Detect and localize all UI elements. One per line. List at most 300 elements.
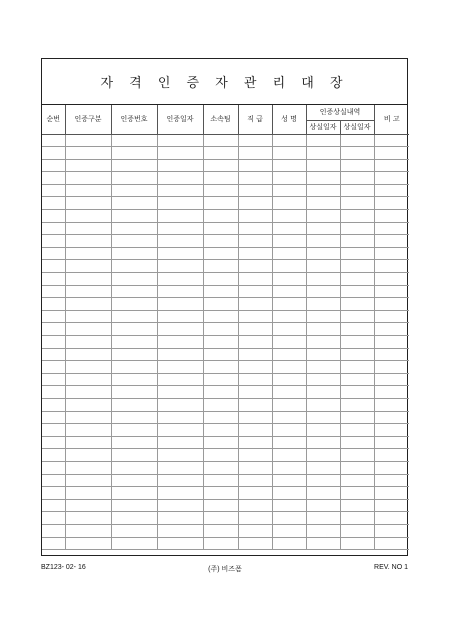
table-cell[interactable]	[272, 310, 306, 323]
table-cell[interactable]	[272, 134, 306, 147]
table-cell[interactable]	[157, 197, 203, 210]
table-cell[interactable]	[203, 537, 238, 550]
table-cell[interactable]	[111, 449, 157, 462]
table-cell[interactable]	[111, 298, 157, 311]
table-cell[interactable]	[374, 411, 409, 424]
table-cell[interactable]	[203, 487, 238, 500]
table-cell[interactable]	[306, 537, 340, 550]
table-cell[interactable]	[157, 147, 203, 160]
table-cell[interactable]	[42, 524, 65, 537]
table-cell[interactable]	[42, 512, 65, 525]
table-cell[interactable]	[306, 424, 340, 437]
table-cell[interactable]	[238, 235, 272, 248]
table-cell[interactable]	[203, 386, 238, 399]
table-cell[interactable]	[374, 361, 409, 374]
table-cell[interactable]	[306, 474, 340, 487]
table-cell[interactable]	[238, 222, 272, 235]
table-cell[interactable]	[306, 210, 340, 223]
table-cell[interactable]	[65, 260, 111, 273]
table-cell[interactable]	[306, 184, 340, 197]
table-cell[interactable]	[157, 461, 203, 474]
table-cell[interactable]	[157, 424, 203, 437]
table-cell[interactable]	[272, 487, 306, 500]
table-cell[interactable]	[238, 461, 272, 474]
table-cell[interactable]	[340, 210, 374, 223]
table-cell[interactable]	[340, 323, 374, 336]
table-cell[interactable]	[42, 210, 65, 223]
table-cell[interactable]	[203, 247, 238, 260]
table-cell[interactable]	[272, 235, 306, 248]
table-cell[interactable]	[203, 159, 238, 172]
table-cell[interactable]	[340, 310, 374, 323]
table-cell[interactable]	[65, 197, 111, 210]
table-cell[interactable]	[340, 147, 374, 160]
table-cell[interactable]	[374, 184, 409, 197]
table-cell[interactable]	[272, 222, 306, 235]
table-cell[interactable]	[340, 247, 374, 260]
table-cell[interactable]	[340, 361, 374, 374]
table-cell[interactable]	[272, 499, 306, 512]
table-cell[interactable]	[272, 411, 306, 424]
table-cell[interactable]	[42, 487, 65, 500]
table-cell[interactable]	[340, 348, 374, 361]
table-cell[interactable]	[203, 273, 238, 286]
table-cell[interactable]	[111, 247, 157, 260]
table-cell[interactable]	[42, 336, 65, 349]
table-cell[interactable]	[272, 436, 306, 449]
table-cell[interactable]	[42, 222, 65, 235]
table-cell[interactable]	[65, 285, 111, 298]
table-cell[interactable]	[203, 361, 238, 374]
table-cell[interactable]	[157, 273, 203, 286]
table-cell[interactable]	[306, 411, 340, 424]
table-cell[interactable]	[157, 537, 203, 550]
table-cell[interactable]	[157, 222, 203, 235]
table-cell[interactable]	[306, 336, 340, 349]
table-cell[interactable]	[238, 424, 272, 437]
table-cell[interactable]	[306, 172, 340, 185]
table-cell[interactable]	[238, 449, 272, 462]
table-cell[interactable]	[65, 298, 111, 311]
table-cell[interactable]	[157, 134, 203, 147]
table-cell[interactable]	[203, 310, 238, 323]
table-cell[interactable]	[238, 499, 272, 512]
table-cell[interactable]	[340, 461, 374, 474]
table-cell[interactable]	[42, 172, 65, 185]
table-cell[interactable]	[374, 336, 409, 349]
table-cell[interactable]	[157, 474, 203, 487]
table-cell[interactable]	[111, 461, 157, 474]
table-cell[interactable]	[42, 436, 65, 449]
table-cell[interactable]	[111, 260, 157, 273]
table-cell[interactable]	[157, 386, 203, 399]
table-cell[interactable]	[42, 298, 65, 311]
table-cell[interactable]	[238, 361, 272, 374]
table-cell[interactable]	[238, 273, 272, 286]
table-cell[interactable]	[374, 247, 409, 260]
table-cell[interactable]	[340, 512, 374, 525]
table-cell[interactable]	[111, 172, 157, 185]
table-cell[interactable]	[203, 323, 238, 336]
table-cell[interactable]	[157, 323, 203, 336]
table-cell[interactable]	[374, 386, 409, 399]
table-cell[interactable]	[374, 537, 409, 550]
table-cell[interactable]	[65, 398, 111, 411]
table-cell[interactable]	[374, 285, 409, 298]
table-cell[interactable]	[157, 499, 203, 512]
table-cell[interactable]	[111, 336, 157, 349]
table-cell[interactable]	[306, 159, 340, 172]
table-cell[interactable]	[157, 411, 203, 424]
table-cell[interactable]	[65, 210, 111, 223]
table-cell[interactable]	[374, 449, 409, 462]
table-cell[interactable]	[111, 361, 157, 374]
table-cell[interactable]	[111, 512, 157, 525]
table-cell[interactable]	[374, 310, 409, 323]
table-cell[interactable]	[340, 524, 374, 537]
table-cell[interactable]	[65, 373, 111, 386]
table-cell[interactable]	[374, 487, 409, 500]
table-cell[interactable]	[111, 373, 157, 386]
table-cell[interactable]	[272, 461, 306, 474]
table-cell[interactable]	[272, 361, 306, 374]
table-cell[interactable]	[306, 222, 340, 235]
table-cell[interactable]	[306, 361, 340, 374]
table-cell[interactable]	[340, 386, 374, 399]
table-cell[interactable]	[306, 449, 340, 462]
table-cell[interactable]	[111, 159, 157, 172]
table-cell[interactable]	[340, 474, 374, 487]
table-cell[interactable]	[374, 524, 409, 537]
table-cell[interactable]	[157, 348, 203, 361]
table-cell[interactable]	[203, 449, 238, 462]
table-cell[interactable]	[272, 348, 306, 361]
table-cell[interactable]	[42, 461, 65, 474]
table-cell[interactable]	[374, 147, 409, 160]
table-cell[interactable]	[157, 336, 203, 349]
table-cell[interactable]	[203, 474, 238, 487]
table-cell[interactable]	[272, 298, 306, 311]
table-cell[interactable]	[306, 247, 340, 260]
table-cell[interactable]	[42, 184, 65, 197]
table-cell[interactable]	[306, 197, 340, 210]
table-cell[interactable]	[157, 512, 203, 525]
table-cell[interactable]	[65, 172, 111, 185]
table-cell[interactable]	[272, 323, 306, 336]
table-cell[interactable]	[374, 348, 409, 361]
table-cell[interactable]	[203, 260, 238, 273]
table-cell[interactable]	[157, 210, 203, 223]
table-cell[interactable]	[65, 487, 111, 500]
table-cell[interactable]	[374, 512, 409, 525]
table-cell[interactable]	[306, 386, 340, 399]
table-cell[interactable]	[374, 461, 409, 474]
table-cell[interactable]	[272, 336, 306, 349]
table-cell[interactable]	[203, 222, 238, 235]
table-cell[interactable]	[374, 159, 409, 172]
table-cell[interactable]	[65, 474, 111, 487]
table-cell[interactable]	[238, 336, 272, 349]
table-cell[interactable]	[374, 260, 409, 273]
table-cell[interactable]	[238, 487, 272, 500]
table-cell[interactable]	[65, 134, 111, 147]
table-cell[interactable]	[238, 147, 272, 160]
table-cell[interactable]	[340, 424, 374, 437]
table-cell[interactable]	[157, 285, 203, 298]
table-cell[interactable]	[65, 524, 111, 537]
table-cell[interactable]	[238, 298, 272, 311]
table-cell[interactable]	[340, 285, 374, 298]
table-cell[interactable]	[203, 184, 238, 197]
table-cell[interactable]	[65, 222, 111, 235]
table-cell[interactable]	[42, 398, 65, 411]
table-cell[interactable]	[203, 461, 238, 474]
table-cell[interactable]	[374, 499, 409, 512]
table-cell[interactable]	[272, 147, 306, 160]
table-cell[interactable]	[203, 172, 238, 185]
table-cell[interactable]	[111, 386, 157, 399]
table-cell[interactable]	[238, 172, 272, 185]
table-cell[interactable]	[238, 323, 272, 336]
table-cell[interactable]	[306, 235, 340, 248]
table-cell[interactable]	[157, 235, 203, 248]
table-cell[interactable]	[238, 373, 272, 386]
table-cell[interactable]	[157, 159, 203, 172]
table-cell[interactable]	[111, 499, 157, 512]
table-cell[interactable]	[42, 260, 65, 273]
table-cell[interactable]	[238, 260, 272, 273]
table-cell[interactable]	[65, 386, 111, 399]
table-cell[interactable]	[272, 184, 306, 197]
table-cell[interactable]	[306, 260, 340, 273]
table-cell[interactable]	[42, 474, 65, 487]
table-cell[interactable]	[42, 310, 65, 323]
table-cell[interactable]	[157, 172, 203, 185]
table-cell[interactable]	[42, 348, 65, 361]
table-cell[interactable]	[157, 260, 203, 273]
table-cell[interactable]	[42, 134, 65, 147]
table-cell[interactable]	[238, 247, 272, 260]
table-cell[interactable]	[340, 449, 374, 462]
table-cell[interactable]	[203, 512, 238, 525]
table-cell[interactable]	[340, 487, 374, 500]
table-cell[interactable]	[203, 235, 238, 248]
table-cell[interactable]	[42, 323, 65, 336]
table-cell[interactable]	[306, 524, 340, 537]
table-cell[interactable]	[340, 411, 374, 424]
table-cell[interactable]	[65, 449, 111, 462]
table-cell[interactable]	[238, 197, 272, 210]
table-cell[interactable]	[111, 398, 157, 411]
table-cell[interactable]	[42, 285, 65, 298]
table-cell[interactable]	[111, 235, 157, 248]
table-cell[interactable]	[203, 210, 238, 223]
table-cell[interactable]	[157, 310, 203, 323]
table-cell[interactable]	[203, 398, 238, 411]
table-cell[interactable]	[340, 222, 374, 235]
table-cell[interactable]	[65, 310, 111, 323]
table-cell[interactable]	[272, 398, 306, 411]
table-cell[interactable]	[306, 147, 340, 160]
table-cell[interactable]	[340, 436, 374, 449]
table-cell[interactable]	[306, 298, 340, 311]
table-cell[interactable]	[157, 298, 203, 311]
table-cell[interactable]	[42, 424, 65, 437]
table-cell[interactable]	[272, 537, 306, 550]
table-cell[interactable]	[65, 247, 111, 260]
table-cell[interactable]	[272, 449, 306, 462]
table-cell[interactable]	[272, 273, 306, 286]
table-cell[interactable]	[238, 411, 272, 424]
table-cell[interactable]	[340, 172, 374, 185]
table-cell[interactable]	[374, 424, 409, 437]
table-cell[interactable]	[272, 386, 306, 399]
table-cell[interactable]	[238, 537, 272, 550]
table-cell[interactable]	[65, 411, 111, 424]
table-cell[interactable]	[306, 461, 340, 474]
table-cell[interactable]	[157, 487, 203, 500]
table-cell[interactable]	[238, 524, 272, 537]
table-cell[interactable]	[65, 461, 111, 474]
table-cell[interactable]	[111, 285, 157, 298]
table-cell[interactable]	[203, 524, 238, 537]
table-cell[interactable]	[42, 537, 65, 550]
table-cell[interactable]	[306, 323, 340, 336]
table-cell[interactable]	[272, 285, 306, 298]
table-cell[interactable]	[111, 323, 157, 336]
table-cell[interactable]	[340, 298, 374, 311]
table-cell[interactable]	[238, 398, 272, 411]
table-cell[interactable]	[340, 336, 374, 349]
table-cell[interactable]	[203, 134, 238, 147]
table-cell[interactable]	[65, 147, 111, 160]
table-cell[interactable]	[42, 247, 65, 260]
table-cell[interactable]	[111, 411, 157, 424]
table-cell[interactable]	[42, 197, 65, 210]
table-cell[interactable]	[374, 210, 409, 223]
table-cell[interactable]	[374, 436, 409, 449]
table-cell[interactable]	[203, 285, 238, 298]
table-cell[interactable]	[203, 436, 238, 449]
table-cell[interactable]	[65, 336, 111, 349]
table-cell[interactable]	[340, 159, 374, 172]
table-cell[interactable]	[340, 398, 374, 411]
table-cell[interactable]	[238, 386, 272, 399]
table-cell[interactable]	[42, 273, 65, 286]
table-cell[interactable]	[306, 398, 340, 411]
table-cell[interactable]	[42, 373, 65, 386]
table-cell[interactable]	[111, 210, 157, 223]
table-cell[interactable]	[340, 235, 374, 248]
table-cell[interactable]	[238, 512, 272, 525]
table-cell[interactable]	[157, 361, 203, 374]
table-cell[interactable]	[272, 524, 306, 537]
table-cell[interactable]	[340, 273, 374, 286]
table-cell[interactable]	[111, 537, 157, 550]
table-cell[interactable]	[111, 348, 157, 361]
table-cell[interactable]	[238, 184, 272, 197]
table-cell[interactable]	[340, 184, 374, 197]
table-cell[interactable]	[203, 499, 238, 512]
table-cell[interactable]	[42, 499, 65, 512]
table-cell[interactable]	[340, 499, 374, 512]
table-cell[interactable]	[111, 184, 157, 197]
table-cell[interactable]	[306, 348, 340, 361]
table-cell[interactable]	[111, 134, 157, 147]
table-cell[interactable]	[340, 373, 374, 386]
table-cell[interactable]	[374, 134, 409, 147]
table-cell[interactable]	[65, 424, 111, 437]
table-cell[interactable]	[374, 398, 409, 411]
table-cell[interactable]	[157, 398, 203, 411]
table-cell[interactable]	[65, 348, 111, 361]
table-cell[interactable]	[374, 373, 409, 386]
table-cell[interactable]	[238, 134, 272, 147]
table-cell[interactable]	[238, 348, 272, 361]
table-cell[interactable]	[65, 323, 111, 336]
table-cell[interactable]	[157, 373, 203, 386]
table-cell[interactable]	[272, 512, 306, 525]
table-cell[interactable]	[306, 436, 340, 449]
table-cell[interactable]	[374, 323, 409, 336]
table-cell[interactable]	[65, 537, 111, 550]
table-cell[interactable]	[42, 235, 65, 248]
table-cell[interactable]	[157, 524, 203, 537]
table-cell[interactable]	[272, 172, 306, 185]
table-cell[interactable]	[157, 436, 203, 449]
table-cell[interactable]	[238, 285, 272, 298]
table-cell[interactable]	[340, 537, 374, 550]
table-cell[interactable]	[111, 197, 157, 210]
table-cell[interactable]	[272, 247, 306, 260]
table-cell[interactable]	[374, 273, 409, 286]
table-cell[interactable]	[374, 474, 409, 487]
table-cell[interactable]	[42, 361, 65, 374]
table-cell[interactable]	[306, 310, 340, 323]
table-cell[interactable]	[374, 172, 409, 185]
table-cell[interactable]	[272, 210, 306, 223]
table-cell[interactable]	[111, 487, 157, 500]
table-cell[interactable]	[340, 197, 374, 210]
table-cell[interactable]	[203, 336, 238, 349]
table-cell[interactable]	[111, 436, 157, 449]
table-cell[interactable]	[238, 210, 272, 223]
table-cell[interactable]	[374, 197, 409, 210]
table-cell[interactable]	[272, 424, 306, 437]
table-cell[interactable]	[42, 449, 65, 462]
table-cell[interactable]	[238, 474, 272, 487]
table-cell[interactable]	[203, 147, 238, 160]
table-cell[interactable]	[272, 260, 306, 273]
table-cell[interactable]	[306, 487, 340, 500]
table-cell[interactable]	[65, 512, 111, 525]
table-cell[interactable]	[374, 222, 409, 235]
table-cell[interactable]	[65, 159, 111, 172]
table-cell[interactable]	[203, 197, 238, 210]
table-cell[interactable]	[65, 499, 111, 512]
table-cell[interactable]	[111, 474, 157, 487]
table-cell[interactable]	[306, 134, 340, 147]
table-cell[interactable]	[111, 310, 157, 323]
table-cell[interactable]	[42, 159, 65, 172]
table-cell[interactable]	[65, 235, 111, 248]
table-cell[interactable]	[203, 411, 238, 424]
table-cell[interactable]	[42, 386, 65, 399]
table-cell[interactable]	[65, 361, 111, 374]
table-cell[interactable]	[238, 310, 272, 323]
table-cell[interactable]	[42, 147, 65, 160]
table-cell[interactable]	[374, 235, 409, 248]
